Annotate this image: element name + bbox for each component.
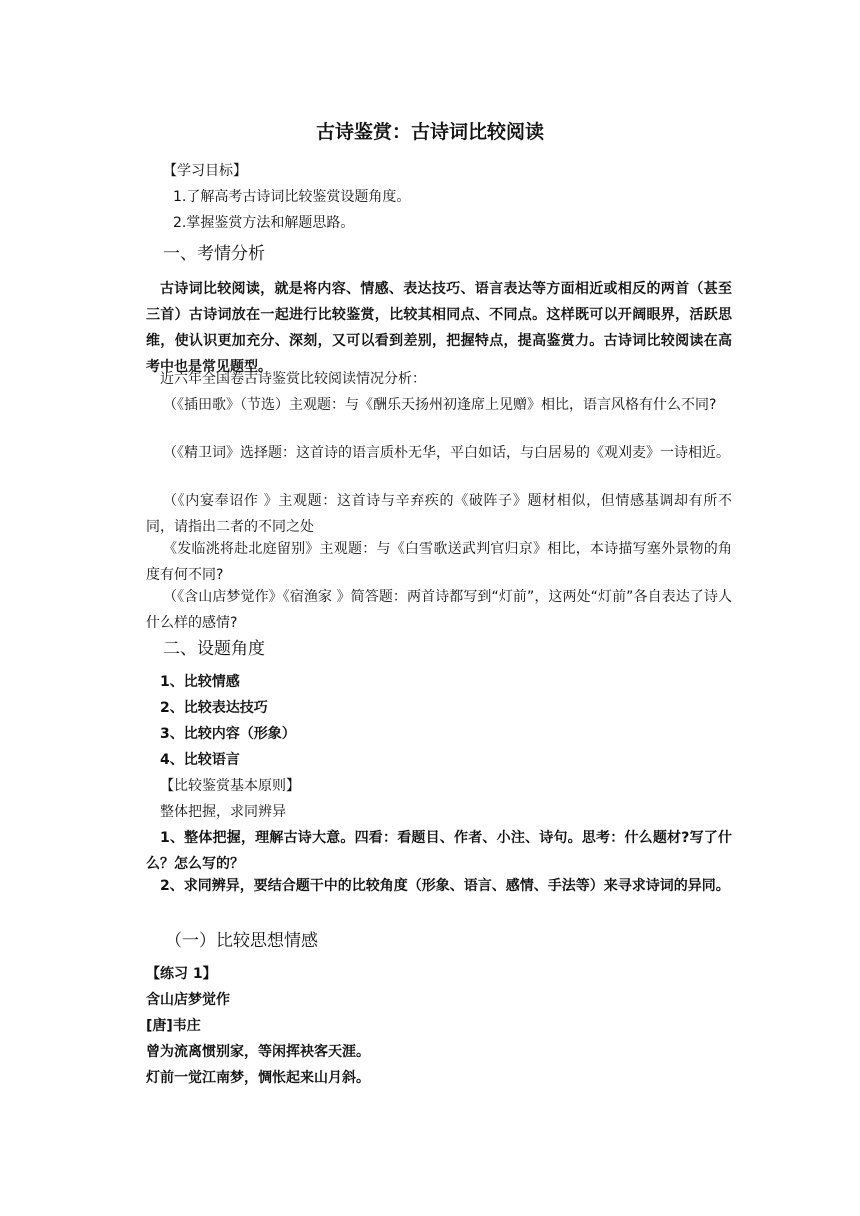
principle-heading: 【比较鉴赏基本原则】 xyxy=(160,778,300,794)
section-heading-question-angles: 二、设题角度 xyxy=(163,639,265,659)
poem-title: 含山店梦觉作 xyxy=(146,992,230,1008)
objectives-heading: 【学习目标】 xyxy=(163,163,247,179)
exam-case: （《内宴奉诏作 》主观题：这首诗与辛弃疾的《破阵子》题材相似，但情感基调却有所不同，请指出二者的不同之处 xyxy=(146,493,732,535)
angle-item: 2、比较表达技巧 xyxy=(160,700,268,716)
exercise-heading: 【练习 1】 xyxy=(146,966,217,982)
angle-item: 4、比较语言 xyxy=(160,752,240,768)
survey-title: 近六年全国卷古诗鉴赏比较阅读情况分析： xyxy=(160,371,426,387)
exam-case: （《插田歌》（节选）主观题：与《酬乐天扬州初逢席上见赠》相比，语言风格有什么不同? xyxy=(163,397,717,413)
angle-item: 3、比较内容（形象） xyxy=(160,726,296,742)
poem-line: 灯前一觉江南梦，惆怅起来山月斜。 xyxy=(146,1070,370,1086)
objective-item: 1.了解高考古诗词比较鉴赏设题角度。 xyxy=(173,189,411,205)
principle-paragraph: 1、整体把握，理解古诗大意。四看：看题目、作者、小注、诗句。思考：什么题材?写了什么？怎么写的？ xyxy=(146,830,732,872)
exam-case: 《发临洮将赴北庭留别》主观题：与《白雪歌送武判官归京》相比，本诗描写塞外景物的角度有何不同? xyxy=(146,541,732,583)
principle-paragraph: 2、求同辨异，要结合题干中的比较角度（形象、语言、感情、手法等）来寻求诗词的异同。 xyxy=(160,878,730,894)
principle-summary: 整体把握，求同辨异 xyxy=(160,804,286,820)
page-title: 古诗鉴赏：古诗词比较阅读 xyxy=(315,121,544,143)
section-heading-compare-emotion: （一）比较思想情感 xyxy=(165,931,318,951)
poem-line: 曾为流离惯别家，等闲挥袂客天涯。 xyxy=(146,1044,370,1060)
objective-item: 2.掌握鉴赏方法和解题思路。 xyxy=(173,215,355,231)
poem-author: [唐]韦庄 xyxy=(146,1018,201,1034)
intro-paragraph: 古诗词比较阅读，就是将内容、情感、表达技巧、语言表达等方面相近或相反的两首（甚至三首）古诗词放在一起进行比较鉴赏，比较其相同点、不同点。这样既可以开阔眼界，活跃思维，使认识更加充分、深刻，又可以看到差别，把握特点，提高鉴赏力。古诗词比较阅读在高考中也是常见题型。 xyxy=(146,281,732,375)
exam-case: （《含山店梦觉作》《宿渔家 》简答题：两首诗都写到“灯前”，这两处“灯前”各自表达了诗人什么样的感情? xyxy=(146,589,732,631)
exam-case: （《精卫词》选择题：这首诗的语言质朴无华，平白如话，与白居易的《观刈麦》一诗相近。 xyxy=(163,445,730,461)
section-heading-exam-analysis: 一、考情分析 xyxy=(163,244,265,264)
angle-item: 1、比较情感 xyxy=(160,674,240,690)
